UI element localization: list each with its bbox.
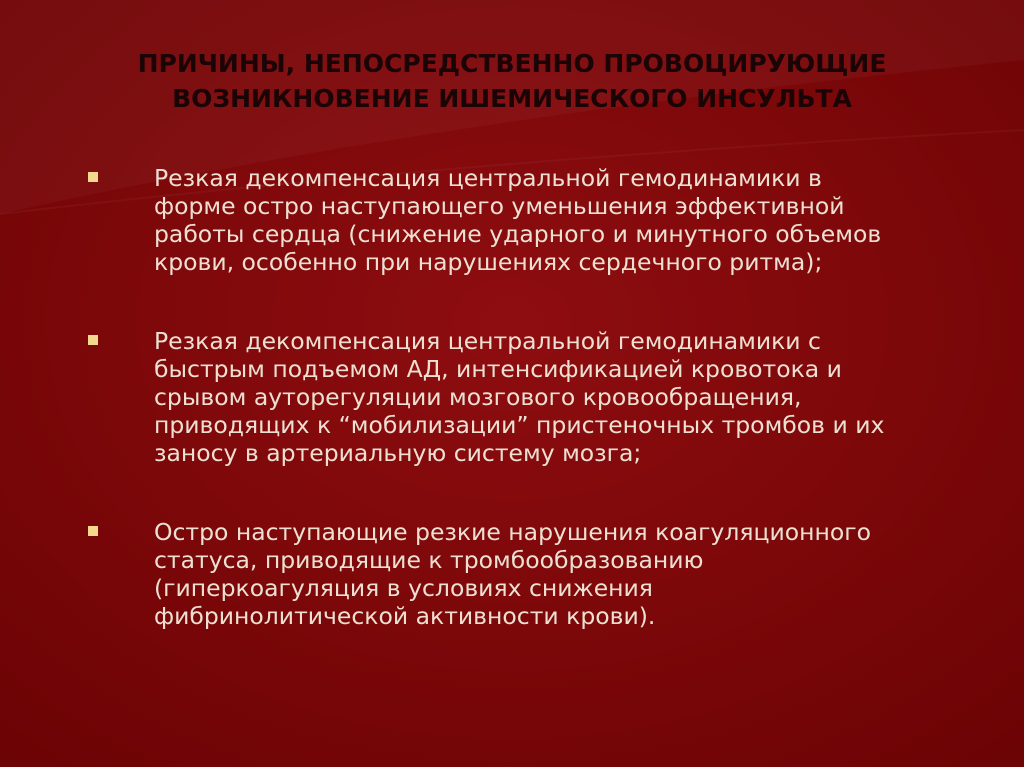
bullet-item — [88, 327, 988, 467]
bullet-text: Остро наступающие резкие нарушения коагуляционного статуса, приводящие к тромбообразованию (гиперкоагуляция в условиях снижения фибринолитической активности крови). — [154, 518, 871, 630]
bullet-text: Резкая декомпенсация центральной гемодинамики с быстрым подъемом АД, интенсификацией кровотока и срывом ауторегуляции мозгового кровообращения, приводящих к “мобилизации” пристеночных тромбов и их заносу в артериальную систему мозга; — [154, 327, 885, 467]
bullet-list — [88, 164, 988, 630]
square-bullet-icon — [88, 335, 98, 345]
bullet-item — [88, 164, 988, 276]
slide-title — [0, 46, 1024, 116]
bullet-item — [88, 518, 988, 630]
bullet-text: Резкая декомпенсация центральной гемодинамики в форме остро наступающего уменьшения эффективной работы сердца (снижение ударного и минутного объемов крови, особенно при нарушениях сердечного ритма); — [154, 164, 882, 276]
square-bullet-icon — [88, 526, 98, 536]
slide-title-line: ВОЗНИКНОВЕНИЕ ИШЕМИЧЕСКОГО ИНСУЛЬТА — [172, 84, 852, 113]
slide-title-line: ПРИЧИНЫ, НЕПОСРЕДСТВЕННО ПРОВОЦИРУЮЩИЕ — [137, 49, 887, 78]
square-bullet-icon — [88, 172, 98, 182]
